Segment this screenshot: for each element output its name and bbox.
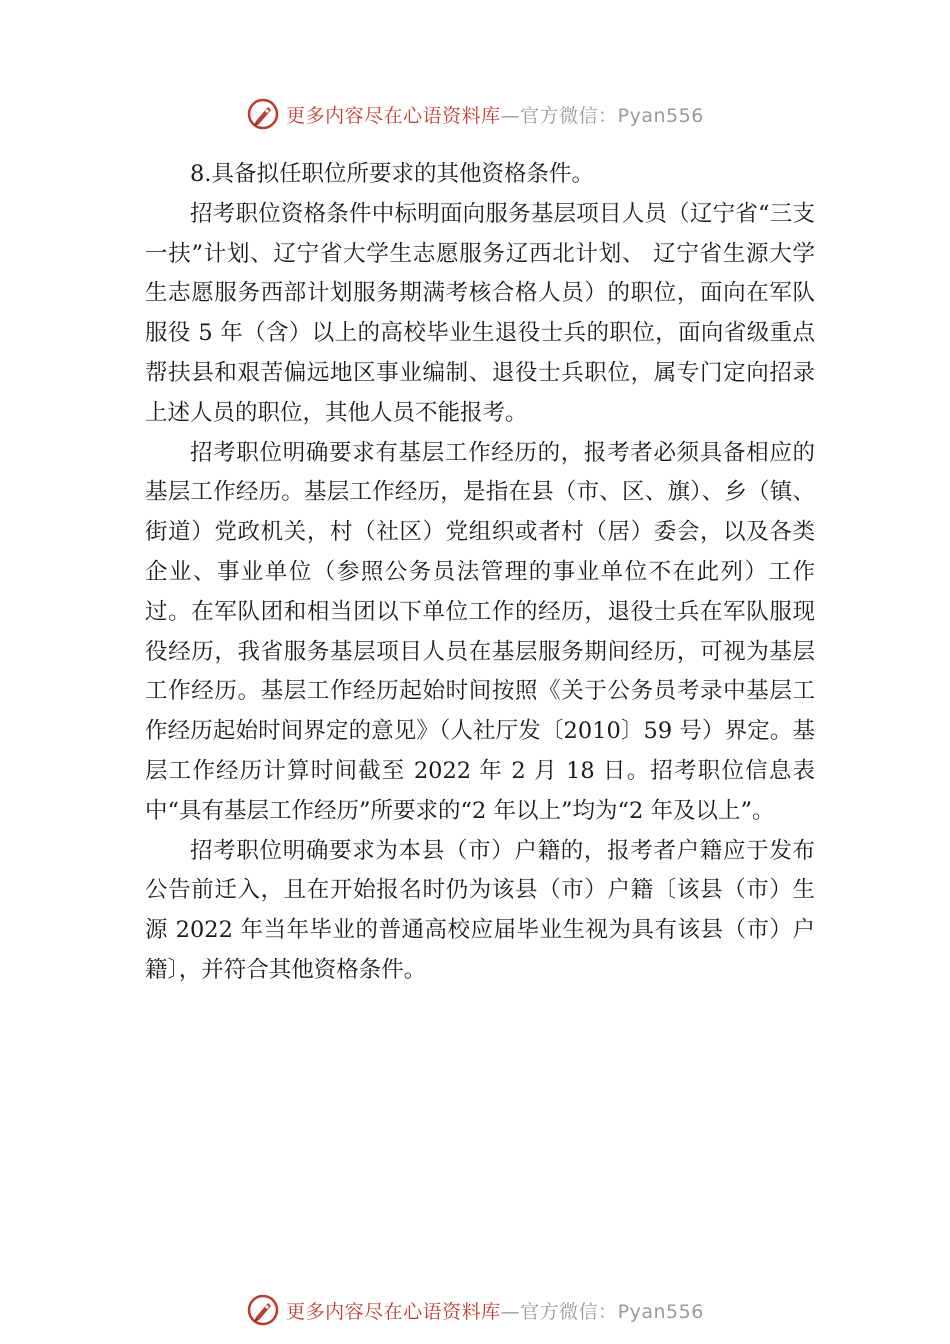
pen-nib-logo-icon <box>246 1293 280 1327</box>
banner-wechat-text: —官方微信：Pyan556 <box>500 104 704 127</box>
paragraph-grassroots-experience: 招考职位明确要求有基层工作经历的，报考者必须具备相应的基层工作经历。基层工作经历，是指在县（市、区、旗）、乡（镇、街道）党政机关，村（社区）党组织或者村（居）委会，以及各类企业、事业单位（参照公务员法管理的事业单位不在此列）工作过。在军队团和相当团以下单位工作的经历，退役士兵在军队服现役经历，我省服务基层项目人员在基层服务期间经历，可视为基层工作经历。基层工作经历起始时间按照《关于公务员考录中基层工作经历起始时间界定的意见》（人社厅发〔2010〕59 号）界定。基层工作经历计算时间截至 2022 年 2 月 18 日。招考职位信息表中“具有基层工作经历”所要求的“2 年以上”均为“2 年及以上”。 <box>145 439 815 824</box>
banner-wechat-text: —官方微信：Pyan556 <box>500 1300 704 1323</box>
paragraph-household-registration: 招考职位明确要求为本县（市）户籍的，报考者户籍应于发布公告前迁入，且在开始报名时仍为该县（市）户籍〔该县（市）生源 2022 年当年毕业的普通高校应届毕业生视为具有该县（市）户籍〕，并符合其他资格条件。 <box>145 837 815 983</box>
pen-nib-logo-icon <box>246 97 280 131</box>
header-banner <box>0 92 950 136</box>
document-body <box>145 155 815 991</box>
paragraph-qualification-8: 8.具备拟任职位所要求的其他资格条件。 <box>190 161 594 187</box>
paragraph-service-base-projects: 招考职位资格条件中标明面向服务基层项目人员（辽宁省“三支一扶”计划、辽宁省大学生志愿服务辽西北计划、 辽宁省生源大学生志愿服务西部计划服务期满考核合格人员）的职位，面向在军队服役 5 年（含）以上的高校毕业生退役士兵的职位，面向省级重点帮扶县和艰苦偏远地区事业编制、退役士兵职位，属专门定向招录上述人员的职位，其他人员不能报考。 <box>145 200 815 426</box>
banner-brand-text: 更多内容尽在心语资料库 <box>286 104 501 127</box>
footer-banner <box>0 1288 950 1332</box>
banner-brand-text: 更多内容尽在心语资料库 <box>286 1300 501 1323</box>
